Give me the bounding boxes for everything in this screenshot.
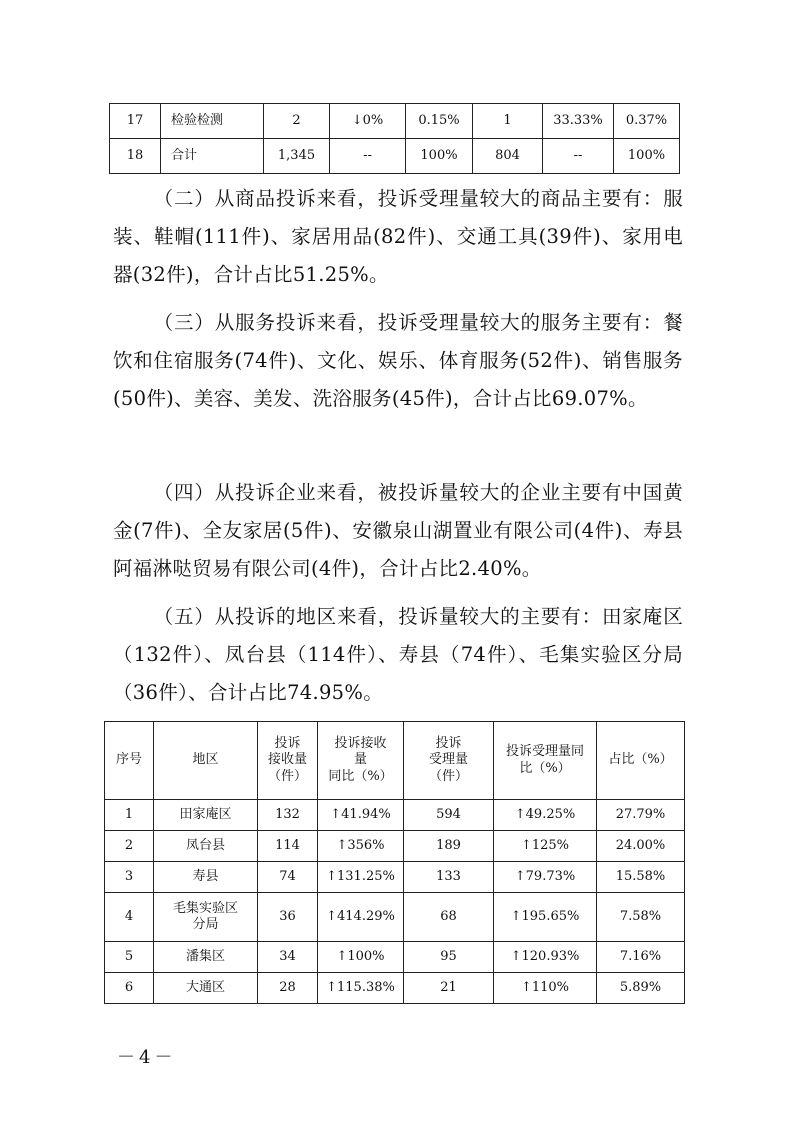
cell-share: 7.16% <box>597 942 685 973</box>
cell-accepted: 133 <box>404 862 494 893</box>
table-row <box>105 862 685 893</box>
cell-region: 田家庵区 <box>154 800 258 831</box>
table-row <box>105 831 685 862</box>
cell-index: 3 <box>105 862 154 893</box>
cell-received: 34 <box>258 942 318 973</box>
table-row <box>105 893 685 942</box>
header-share: 占比（%） <box>597 722 685 800</box>
cell-accepted: 21 <box>404 973 494 1004</box>
cell-received: 1,345 <box>264 139 330 174</box>
cell-accepted-yoy: ↑110% <box>494 973 597 1004</box>
paragraph-text: （四）从投诉企业来看，被投诉量较大的企业主要有中国黄金(7件)、全友家居(5件)、安徽泉山湖置业有限公司(4件)、寿县阿福淋哒贸易有限公司(4件)，合计占比2.40%。 <box>113 481 683 580</box>
table-row <box>105 973 685 1004</box>
cell-accepted: 594 <box>404 800 494 831</box>
cell-accepted-yoy: 33.33% <box>543 104 614 139</box>
cell-accepted: 1 <box>473 104 543 139</box>
paragraph-text: （三）从服务投诉来看，投诉受理量较大的服务主要有：餐饮和住宿服务(74件)、文化、娱乐、体育服务(52件)、销售服务(50件)、美容、美发、洗浴服务(45件)，合计占比69.07%。 <box>113 311 683 410</box>
cell-share: 15.58% <box>597 862 685 893</box>
paragraph-text: （二）从商品投诉来看，投诉受理量较大的商品主要有：服装、鞋帽(111件)、家居用品(82件)、交通工具(39件)、家用电器(32件)，合计占比51.25%。 <box>113 187 683 286</box>
cell-received-yoy: ↑41.94% <box>318 800 404 831</box>
cell-received: 114 <box>258 831 318 862</box>
cell-accepted-yoy: -- <box>543 139 614 174</box>
paragraph-enterprise-complaints <box>113 474 683 588</box>
cell-received-share: 0.15% <box>406 104 473 139</box>
cell-accepted: 804 <box>473 139 543 174</box>
cell-received-yoy: ↑115.38% <box>318 973 404 1004</box>
table-header-row <box>105 722 685 800</box>
cell-share: 24.00% <box>597 831 685 862</box>
cell-accepted: 68 <box>404 893 494 942</box>
cell-accepted-yoy: ↑125% <box>494 831 597 862</box>
paragraph-text: （五）从投诉的地区来看，投诉量较大的主要有：田家庵区（132件）、凤台县（114件）、寿县（74件）、毛集实验区分局（36件）、合计占比74.95%。 <box>113 605 683 704</box>
cell-received: 132 <box>258 800 318 831</box>
cell-received: 74 <box>258 862 318 893</box>
cell-index: 5 <box>105 942 154 973</box>
cell-category: 检验检测 <box>161 104 264 139</box>
cell-accepted-yoy: ↑195.65% <box>494 893 597 942</box>
table-row <box>110 139 680 174</box>
cell-region: 寿县 <box>154 862 258 893</box>
table-row <box>110 104 680 139</box>
cell-index: 18 <box>110 139 161 174</box>
cell-accepted-share: 0.37% <box>614 104 680 139</box>
cell-received-yoy: ↑131.25% <box>318 862 404 893</box>
cell-received-share: 100% <box>406 139 473 174</box>
page-number: －4－ <box>117 1047 177 1068</box>
region-table <box>104 721 685 1004</box>
paragraph-region-complaints <box>113 598 683 712</box>
cell-received-yoy: ↓0% <box>330 104 406 139</box>
cell-index: 6 <box>105 973 154 1004</box>
cell-received: 2 <box>264 104 330 139</box>
paragraph-commodity-complaints <box>113 180 683 294</box>
cell-received-yoy: -- <box>330 139 406 174</box>
cell-accepted-yoy: ↑79.73% <box>494 862 597 893</box>
cell-received-yoy: ↑100% <box>318 942 404 973</box>
cell-received: 28 <box>258 973 318 1004</box>
cell-accepted: 189 <box>404 831 494 862</box>
cell-accepted-yoy: ↑120.93% <box>494 942 597 973</box>
table-row <box>105 800 685 831</box>
cell-accepted: 95 <box>404 942 494 973</box>
cell-category: 合计 <box>161 139 264 174</box>
cell-share: 5.89% <box>597 973 685 1004</box>
cell-received-yoy: ↑414.29% <box>318 893 404 942</box>
header-accepted-yoy: 投诉受理量同 比（%） <box>494 722 597 800</box>
paragraph-service-complaints <box>113 304 683 418</box>
cell-share: 27.79% <box>597 800 685 831</box>
cell-region: 凤台县 <box>154 831 258 862</box>
header-accepted: 投诉 受理量 （件） <box>404 722 494 800</box>
header-received-yoy: 投诉接收 量 同比（%） <box>318 722 404 800</box>
cell-region: 大通区 <box>154 973 258 1004</box>
cell-accepted-yoy: ↑49.25% <box>494 800 597 831</box>
header-region: 地区 <box>154 722 258 800</box>
header-index: 序号 <box>105 722 154 800</box>
cell-received-yoy: ↑356% <box>318 831 404 862</box>
cell-region: 毛集实验区 分局 <box>154 893 258 942</box>
cell-region: 潘集区 <box>154 942 258 973</box>
cell-index: 4 <box>105 893 154 942</box>
cell-accepted-share: 100% <box>614 139 680 174</box>
cell-received: 36 <box>258 893 318 942</box>
cell-index: 2 <box>105 831 154 862</box>
cell-share: 7.58% <box>597 893 685 942</box>
header-received: 投诉 接收量 （件） <box>258 722 318 800</box>
cell-index: 17 <box>110 104 161 139</box>
table-row <box>105 942 685 973</box>
cell-index: 1 <box>105 800 154 831</box>
top-table <box>109 103 680 174</box>
